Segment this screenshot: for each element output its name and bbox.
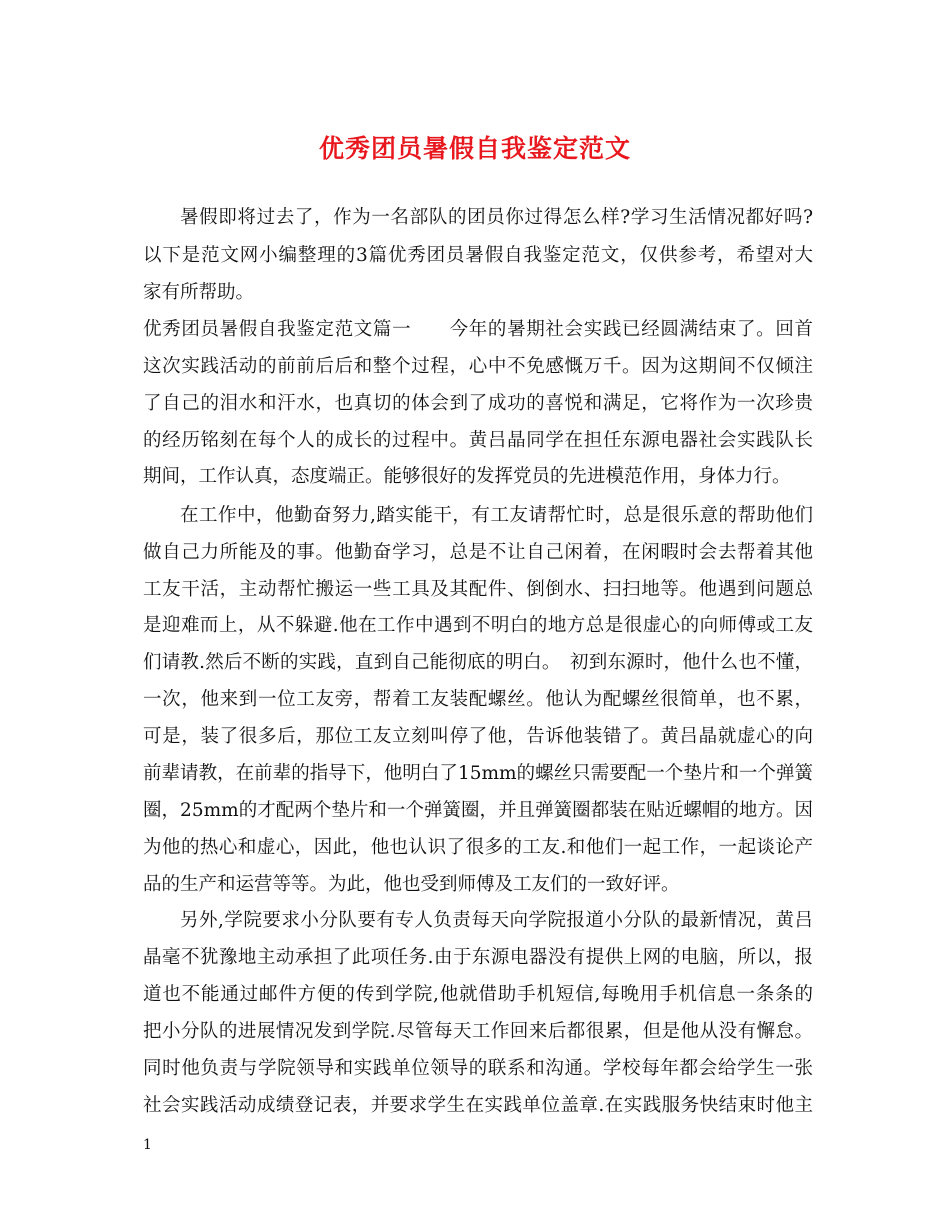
paragraph-line: 在工作中，他勤奋努力,踏实能干，有工友请帮忙时，总是很乐意的帮助他们: [180, 505, 813, 526]
page-number: 1: [143, 1137, 152, 1153]
paragraph-line: 期间，工作认真，态度端正。能够很好的发挥党员的先进模范作用，身体力行。: [143, 466, 791, 487]
paragraph-line: 为他的热心和虚心，因此，他也认识了很多的工友.和他们一起工作，一起谈论产: [143, 837, 813, 858]
paragraph-line: 同时他负责与学院领导和实践单位领导的联系和沟通。学校每年都会给学生一张: [143, 1058, 813, 1079]
paragraph-line: 品的生产和运营等等。为此，他也受到师傅及工友们的一致好评。: [143, 874, 680, 895]
paragraph-line: 家有所帮助。: [143, 282, 255, 303]
paragraph-line: 是迎难而上，从不躲避.他在工作中遇到不明白的地方总是很虚心的向师傅或工友: [143, 615, 813, 636]
paragraph-line: 做自己力所能及的事。他勤奋学习，总是不让自己闲着，在闲暇时会去帮着其他: [143, 542, 813, 563]
paragraph-line: 晶毫不犹豫地主动承担了此项任务.由于东源电器没有提供上网的电脑，所以，报: [143, 947, 813, 968]
paragraph-line: 暑假即将过去了，作为一名部队的团员你过得怎么样?学习生活情况都好吗?: [180, 207, 813, 228]
paragraph-line: 社会实践活动成绩登记表，并要求学生在实践单位盖章.在实践服务快结束时他主: [143, 1095, 813, 1116]
paragraph-line: 把小分队的进展情况发到学院.尽管每天工作回来后都很累，但是他从没有懈怠。: [143, 1021, 813, 1042]
paragraph-line: 可是，装了很多后，那位工友立刻叫停了他，告诉他装错了。黄吕晶就虚心的向: [143, 726, 813, 747]
paragraph-line: 了自己的泪水和汗水，也真切的体会到了成功的喜悦和满足，它将作为一次珍贵: [143, 393, 813, 414]
paragraph-line: 圈，25mm的才配两个垫片和一个弹簧圈，并且弹簧圈都装在贴近螺帽的地方。因: [143, 800, 813, 821]
paragraph-line: 工友干活，主动帮忙搬运一些工具及其配件、倒倒水、扫扫地等。他遇到问题总: [143, 579, 813, 600]
paragraph-line: 以下是范文网小编整理的3篇优秀团员暑假自我鉴定范文，仅供参考，希望对大: [143, 245, 813, 266]
paragraph-line: 前辈请教，在前辈的指导下，他明白了15mm的螺丝只需要配一个垫片和一个弹簧: [143, 763, 813, 784]
paragraph-line: 一次，他来到一位工友旁，帮着工友装配螺丝。他认为配螺丝很简单，也不累，: [143, 689, 813, 710]
paragraph-line: 这次实践活动的前前后后和整个过程，心中不免感慨万千。因为这期间不仅倾注: [143, 356, 813, 377]
paragraph-line: 道也不能通过邮件方便的传到学院,他就借助手机短信,每晚用手机信息一条条的: [143, 984, 813, 1005]
page-title: 优秀团员暑假自我鉴定范文: [318, 134, 631, 163]
paragraph-line: 另外,学院要求小分队要有专人负责每天向学院报道小分队的最新情况，黄吕: [180, 910, 813, 931]
paragraph-line: 的经历铭刻在每个人的成长的过程中。黄吕晶同学在担任东源电器社会实践队长: [143, 430, 813, 451]
paragraph-line: 优秀团员暑假自我鉴定范文篇一 今年的暑期社会实践已经圆满结束了。回首: [143, 319, 813, 340]
paragraph-line: 们请教.然后不断的实践，直到自己能彻底的明白。 初到东源时，他什么也不懂，: [143, 652, 813, 673]
